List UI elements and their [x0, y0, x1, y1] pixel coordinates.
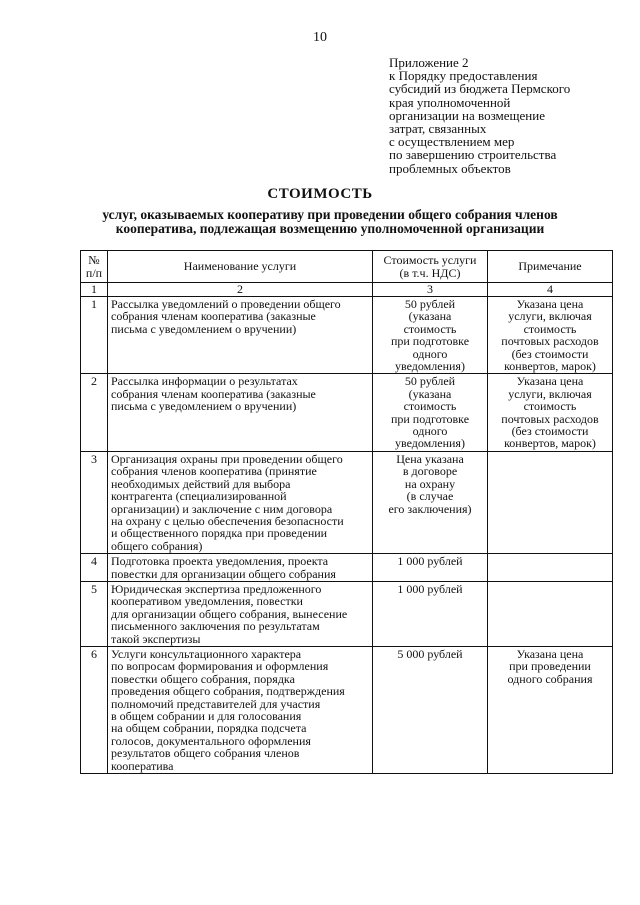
- cell-line: уведомления): [395, 359, 465, 374]
- service-cost-cell: [373, 374, 488, 451]
- service-note-cell: [488, 646, 613, 773]
- header-num: [81, 251, 108, 283]
- cell-line: одного собрания: [507, 671, 593, 686]
- cell-line: общего собрания): [111, 538, 203, 553]
- appendix-line: проблемных объектов: [389, 160, 511, 176]
- cell-line: Указана цена: [516, 297, 584, 311]
- cell-line: (без стоимости: [511, 424, 589, 439]
- document-title: СТОИМОСТЬ: [267, 186, 373, 202]
- cell-line: письменного заключения по результатам: [111, 619, 320, 634]
- row-number-cell: [81, 374, 108, 451]
- cell-line: почтовых расходов: [501, 411, 599, 426]
- cell-line: стоимость: [403, 399, 457, 414]
- cell-line: стоимость: [403, 321, 457, 336]
- cell-line: 50 рублей: [404, 297, 456, 311]
- cell-line: такой экспертизы: [111, 631, 201, 646]
- table-header-row: [81, 251, 613, 283]
- column-index: 1: [81, 283, 108, 297]
- cell-line: (в случае: [406, 489, 454, 504]
- cell-line: (указана: [408, 386, 452, 401]
- cell-line: 50 рублей: [404, 374, 456, 389]
- service-note-cell: [488, 554, 613, 582]
- header-name: [108, 251, 373, 283]
- cell-line: одного: [412, 346, 448, 361]
- cell-line: 1: [91, 297, 97, 311]
- cell-line: 1 000 рублей: [397, 581, 463, 596]
- services-cost-table: [80, 250, 613, 774]
- cell-line: 3: [91, 451, 97, 466]
- service-note-cell: [488, 581, 613, 646]
- service-name-cell: [108, 374, 373, 451]
- cell-line: Услуги консультационного характера: [111, 646, 302, 661]
- cell-line: Указана цена: [516, 646, 584, 661]
- cell-line: голосов, документального оформления: [111, 733, 311, 748]
- cell-line: Рассылка уведомлений о проведении общего: [111, 297, 341, 311]
- row-number-cell: [81, 581, 108, 646]
- cell-line: Подготовка проекта уведомления, проекта: [111, 554, 329, 569]
- subtitle-line: кооператива, подлежащая возмещению уполномоченной организации: [115, 221, 545, 236]
- service-name-cell: [108, 646, 373, 773]
- cell-line: (без стоимости: [511, 346, 589, 361]
- appendix-line: Приложение 2: [389, 55, 469, 70]
- cell-line: письма с уведомлением о вручении): [111, 399, 297, 414]
- table-row: [81, 374, 613, 451]
- row-number-cell: [81, 554, 108, 582]
- service-name-cell: [108, 581, 373, 646]
- cell-line: на общем собрании, порядка подсчета: [111, 721, 307, 736]
- cell-line: собрания членам кооператива (заказные: [111, 309, 316, 324]
- cell-line: (указана: [408, 309, 452, 324]
- cell-line: собрания членов кооператива (принятие: [111, 464, 317, 479]
- cell-line: одного: [412, 424, 448, 439]
- cell-line: собрания членам кооператива (заказные: [111, 386, 316, 401]
- service-note-cell: [488, 374, 613, 451]
- cell-line: стоимость: [523, 321, 577, 336]
- header-text: (в т.ч. НДС): [399, 265, 461, 280]
- cell-line: стоимость: [523, 399, 577, 414]
- cell-line: проведения общего собрания, подтверждения: [111, 684, 345, 699]
- service-cost-cell: [373, 646, 488, 773]
- appendix-line: к Порядку предоставления: [389, 68, 538, 84]
- cell-line: в договоре: [402, 464, 458, 479]
- cell-line: Организация охраны при проведении общего: [111, 451, 343, 466]
- row-number-cell: [81, 451, 108, 553]
- service-cost-cell: [373, 581, 488, 646]
- service-note-cell: [488, 297, 613, 374]
- cell-line: почтовых расходов: [501, 334, 599, 349]
- service-cost-cell: [373, 297, 488, 374]
- service-cost-cell: [373, 554, 488, 582]
- cell-line: для организации общего собрания, вынесение: [111, 606, 348, 621]
- cell-line: по вопросам формирования и оформления: [111, 659, 329, 674]
- cell-line: в общем собрании и для голосования: [111, 709, 302, 723]
- cell-line: кооператива: [111, 758, 174, 773]
- service-name-cell: [108, 297, 373, 374]
- appendix-line: организации на возмещение: [389, 107, 545, 123]
- cell-line: его заключения): [388, 501, 472, 516]
- header-text: п/п: [85, 265, 103, 280]
- cell-line: 6: [91, 646, 97, 661]
- row-number-cell: [81, 297, 108, 374]
- appendix-line: края уполномоченной: [389, 94, 511, 110]
- cell-line: Указана цена: [516, 374, 584, 389]
- service-name-cell: [108, 554, 373, 582]
- cell-line: контрагента (специализированной: [111, 489, 287, 504]
- header-cost: [373, 251, 488, 283]
- cell-line: 1 000 рублей: [397, 554, 463, 569]
- cell-line: полномочий представителей для участия: [111, 696, 321, 711]
- appendix-line: затрат, связанных: [389, 121, 487, 137]
- header-text: Примечание: [518, 259, 582, 274]
- service-name-cell: [108, 451, 373, 553]
- column-index: 2: [108, 283, 373, 297]
- cell-line: кооперативом уведомления, повестки: [111, 594, 303, 609]
- table-row: [81, 297, 613, 374]
- service-cost-cell: [373, 451, 488, 553]
- appendix-block: [389, 56, 629, 175]
- cell-line: услуги, включая: [508, 309, 592, 324]
- appendix-line: субсидий из бюджета Пермского: [389, 81, 571, 97]
- column-index-row: [81, 283, 613, 297]
- cell-line: на охрану с целью обеспечения безопасности: [111, 513, 344, 528]
- cell-line: услуги, включая: [508, 386, 592, 401]
- cell-line: 2: [91, 374, 97, 389]
- cell-line: организации) и заключение с ним договора: [111, 501, 333, 516]
- column-index: 4: [488, 283, 613, 297]
- cell-line: 5: [91, 581, 97, 596]
- table-row: [81, 646, 613, 773]
- cell-line: 4: [91, 554, 97, 569]
- appendix-line: с осуществлением мер: [389, 134, 515, 150]
- cell-line: при подготовке: [390, 334, 470, 349]
- cell-line: при проведении: [509, 659, 591, 674]
- cell-line: письма с уведомлением о вручении): [111, 321, 297, 336]
- header-text: №: [88, 253, 100, 268]
- table-row: [81, 581, 613, 646]
- header-text: Стоимость услуги: [383, 253, 477, 268]
- cell-line: и общественного порядка при проведении: [111, 526, 328, 541]
- cell-line: 5 000 рублей: [397, 646, 463, 661]
- cell-line: Рассылка информации о результатах: [111, 374, 298, 389]
- row-number-cell: [81, 646, 108, 773]
- cell-line: необходимых действий для выбора: [111, 476, 291, 491]
- cell-line: результатов общего собрания членов: [111, 746, 300, 761]
- cell-line: повестки для организации общего собрания: [111, 566, 336, 581]
- table-row: [81, 554, 613, 582]
- document-subtitle: [60, 208, 600, 236]
- page-number: 10: [313, 30, 327, 45]
- cell-line: Цена указана: [396, 451, 464, 466]
- appendix-line: по завершению строительства: [389, 147, 557, 163]
- cell-line: на охрану: [404, 476, 456, 491]
- header-note: [488, 251, 613, 283]
- cell-line: конвертов, марок): [504, 359, 596, 374]
- subtitle-line: услуг, оказываемых кооперативу при проведении общего собрания членов: [102, 207, 558, 222]
- table-row: [81, 451, 613, 553]
- header-text: Наименование услуги: [183, 259, 297, 274]
- cell-line: конвертов, марок): [504, 436, 596, 451]
- cell-line: Юридическая экспертиза предложенного: [111, 581, 322, 596]
- column-index: 3: [373, 283, 488, 297]
- cell-line: при подготовке: [390, 411, 470, 426]
- cell-line: повестки общего собрания, порядка: [111, 671, 295, 686]
- service-note-cell: [488, 451, 613, 553]
- cell-line: уведомления): [395, 436, 465, 451]
